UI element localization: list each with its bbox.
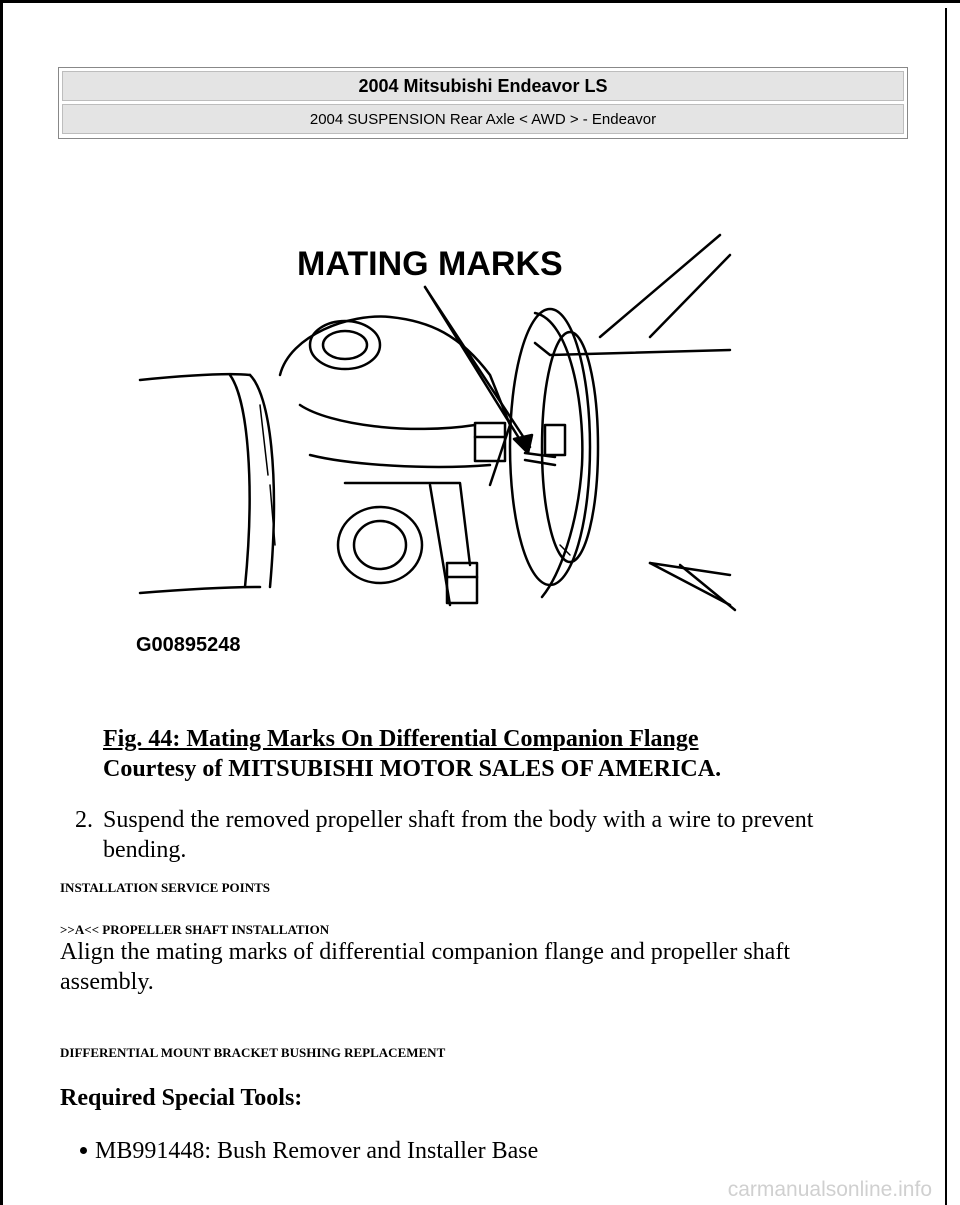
tool-list-item bbox=[80, 1138, 538, 1165]
page-frame-left bbox=[0, 0, 3, 1205]
figure-label: MATING MARKS bbox=[297, 245, 563, 283]
mating-marks-figure bbox=[130, 225, 740, 665]
bullet-icon bbox=[80, 1147, 87, 1154]
figure-title-line bbox=[103, 724, 863, 754]
section-subtitle: 2004 SUSPENSION Rear Axle < AWD > - Endeavor bbox=[309, 110, 657, 128]
header-subtitle-row bbox=[62, 104, 904, 134]
document-header bbox=[58, 67, 908, 139]
page-frame-top bbox=[0, 0, 960, 3]
installation-service-points-heading: INSTALLATION SERVICE POINTS bbox=[60, 880, 271, 895]
tool-label: MB991448: Bush Remover and Installer Base bbox=[95, 1138, 539, 1164]
header-title-row bbox=[62, 71, 904, 101]
required-tools-heading: Required Special Tools: bbox=[60, 1085, 303, 1111]
site-watermark: carmanualsonline.info bbox=[727, 1178, 932, 1201]
vehicle-title: 2004 Mitsubishi Endeavor LS bbox=[358, 75, 608, 96]
step-text: Suspend the removed propeller shaft from the body with a wire to prevent bending. bbox=[103, 807, 814, 863]
figure-courtesy: Courtesy of MITSUBISHI MOTOR SALES OF AMERICA. bbox=[103, 756, 722, 782]
figure-title-link[interactable]: Fig. 44: Mating Marks On Differential Companion Flange bbox=[103, 726, 699, 752]
step-2 bbox=[75, 805, 875, 865]
figure-caption bbox=[103, 724, 863, 784]
step-number: 2. bbox=[75, 807, 93, 833]
bushing-replacement-heading: DIFFERENTIAL MOUNT BRACKET BUSHING REPLACEMENT bbox=[60, 1045, 446, 1060]
page-frame-right bbox=[945, 8, 947, 1205]
propeller-shaft-installation-heading: >>A<< PROPELLER SHAFT INSTALLATION bbox=[60, 922, 330, 937]
figure-code: G00895248 bbox=[136, 634, 241, 656]
align-instruction: Align the mating marks of differential companion flange and propeller shaft assembly. bbox=[60, 939, 790, 995]
